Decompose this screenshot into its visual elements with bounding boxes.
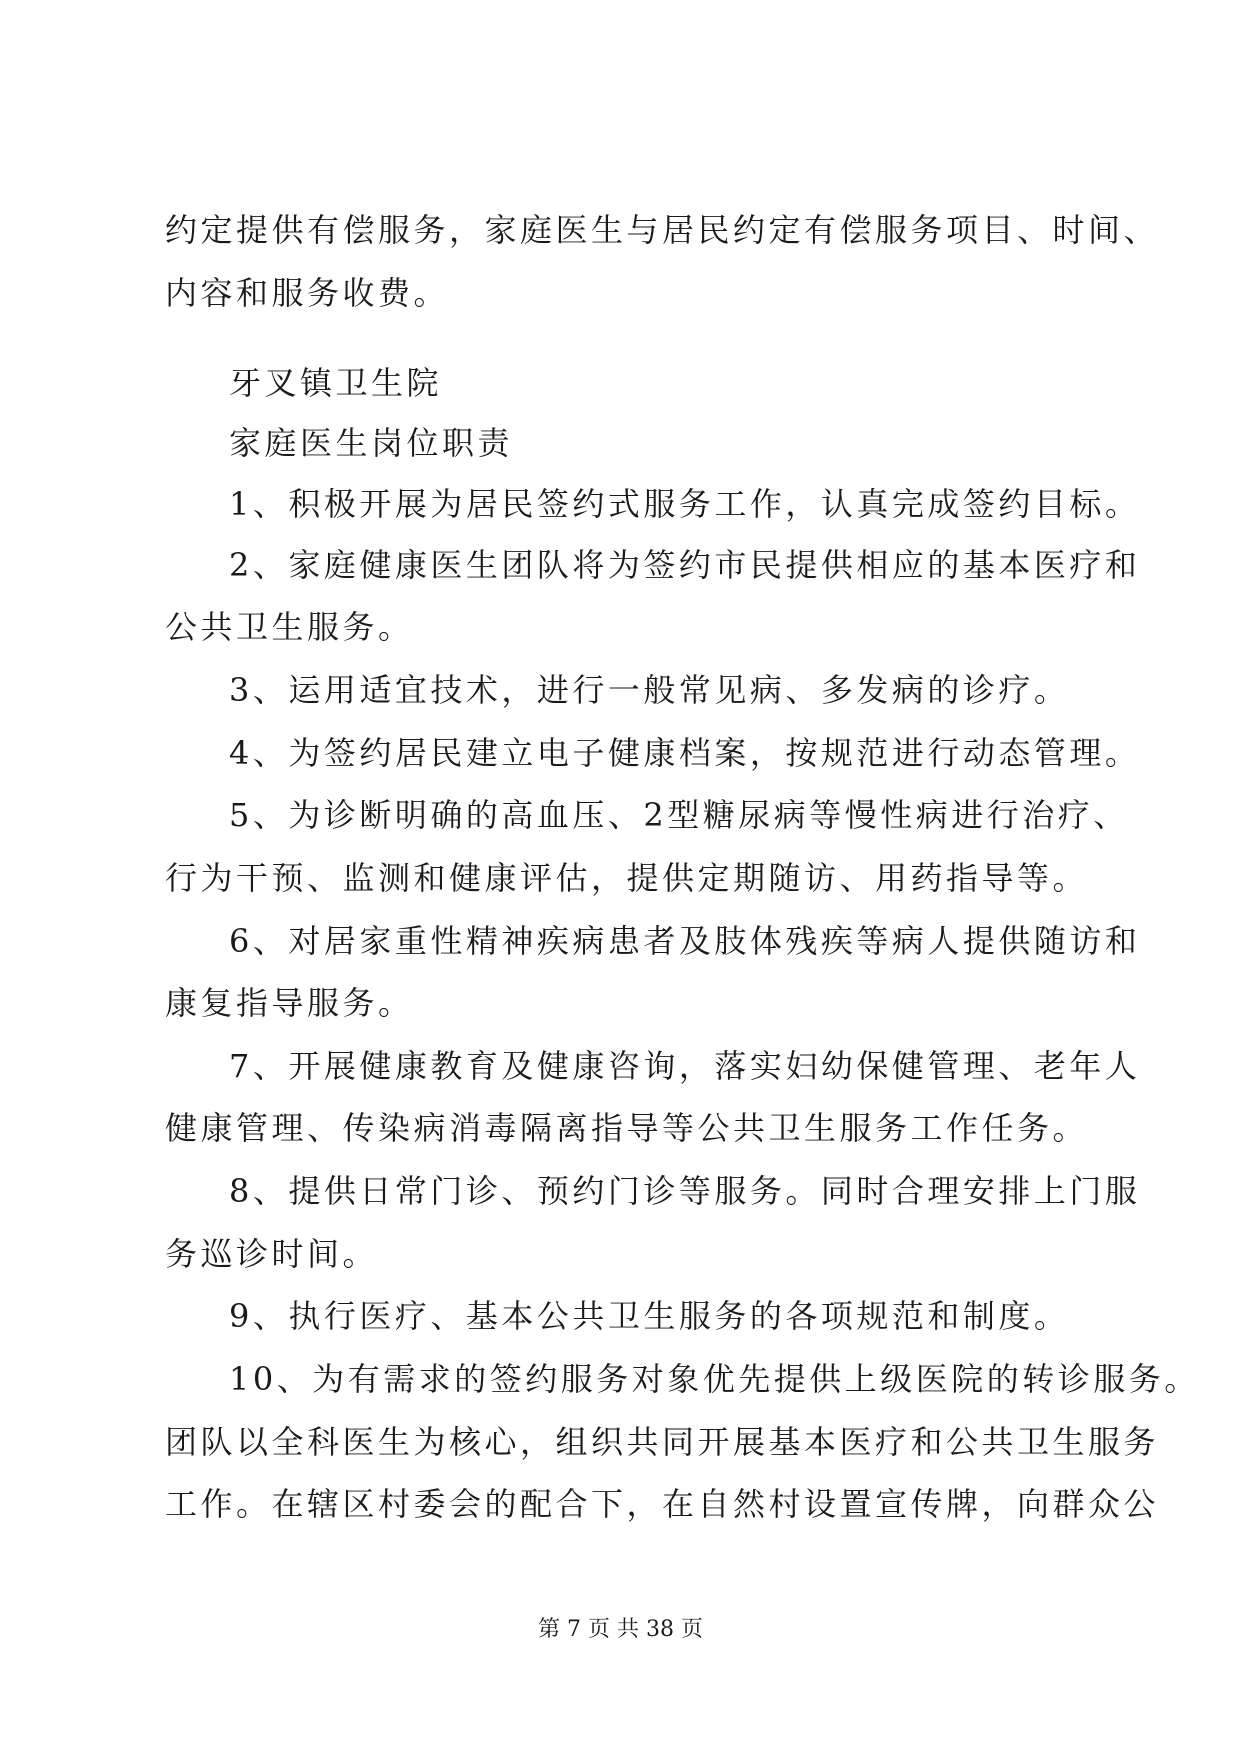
list-item: 4、为签约居民建立电子健康档案，按规范进行动态管理。	[229, 734, 1141, 772]
list-item: 6、对居家重性精神疾病患者及肢体残疾等病人提供随访和	[229, 922, 1141, 960]
list-item: 10、为有需求的签约服务对象优先提供上级医院的转诊服务。	[229, 1360, 1200, 1398]
list-item: 7、开展健康教育及健康咨询，落实妇幼保健管理、老年人	[229, 1047, 1141, 1085]
list-item-continuation: 公共卫生服务。	[165, 608, 414, 646]
organization-name: 牙叉镇卫生院	[229, 364, 443, 402]
list-item-continuation: 行为干预、监测和健康评估，提供定期随访、用药指导等。	[165, 859, 1089, 897]
list-item: 9、执行医疗、基本公共卫生服务的各项规范和制度。	[229, 1297, 1070, 1335]
list-item: 5、为诊断明确的高血压、2型糖尿病等慢性病进行治疗、	[229, 796, 1129, 834]
list-item: 3、运用适宜技术，进行一般常见病、多发病的诊疗。	[229, 671, 1070, 709]
list-item: 2、家庭健康医生团队将为签约市民提供相应的基本医疗和	[229, 546, 1141, 584]
body-line: 内容和服务收费。	[165, 274, 450, 312]
list-item-continuation: 健康管理、传染病消毒隔离指导等公共卫生服务工作任务。	[165, 1109, 1089, 1147]
body-line: 约定提供有偿服务，家庭医生与居民约定有偿服务项目、时间、	[165, 211, 1160, 249]
section-title: 家庭医生岗位职责	[229, 424, 514, 462]
list-item-continuation: 务巡诊时间。	[165, 1235, 379, 1273]
list-item: 1、积极开展为居民签约式服务工作，认真完成签约目标。	[229, 485, 1141, 523]
body-line: 工作。在辖区村委会的配合下，在自然村设置宣传牌，向群众公	[165, 1485, 1160, 1523]
body-line: 团队以全科医生为核心，组织共同开展基本医疗和公共卫生服务	[165, 1423, 1160, 1461]
list-item-continuation: 康复指导服务。	[165, 984, 414, 1022]
page-number-footer: 第 7 页 共 38 页	[538, 1617, 703, 1642]
list-item: 8、提供日常门诊、预约门诊等服务。同时合理安排上门服	[229, 1172, 1141, 1210]
